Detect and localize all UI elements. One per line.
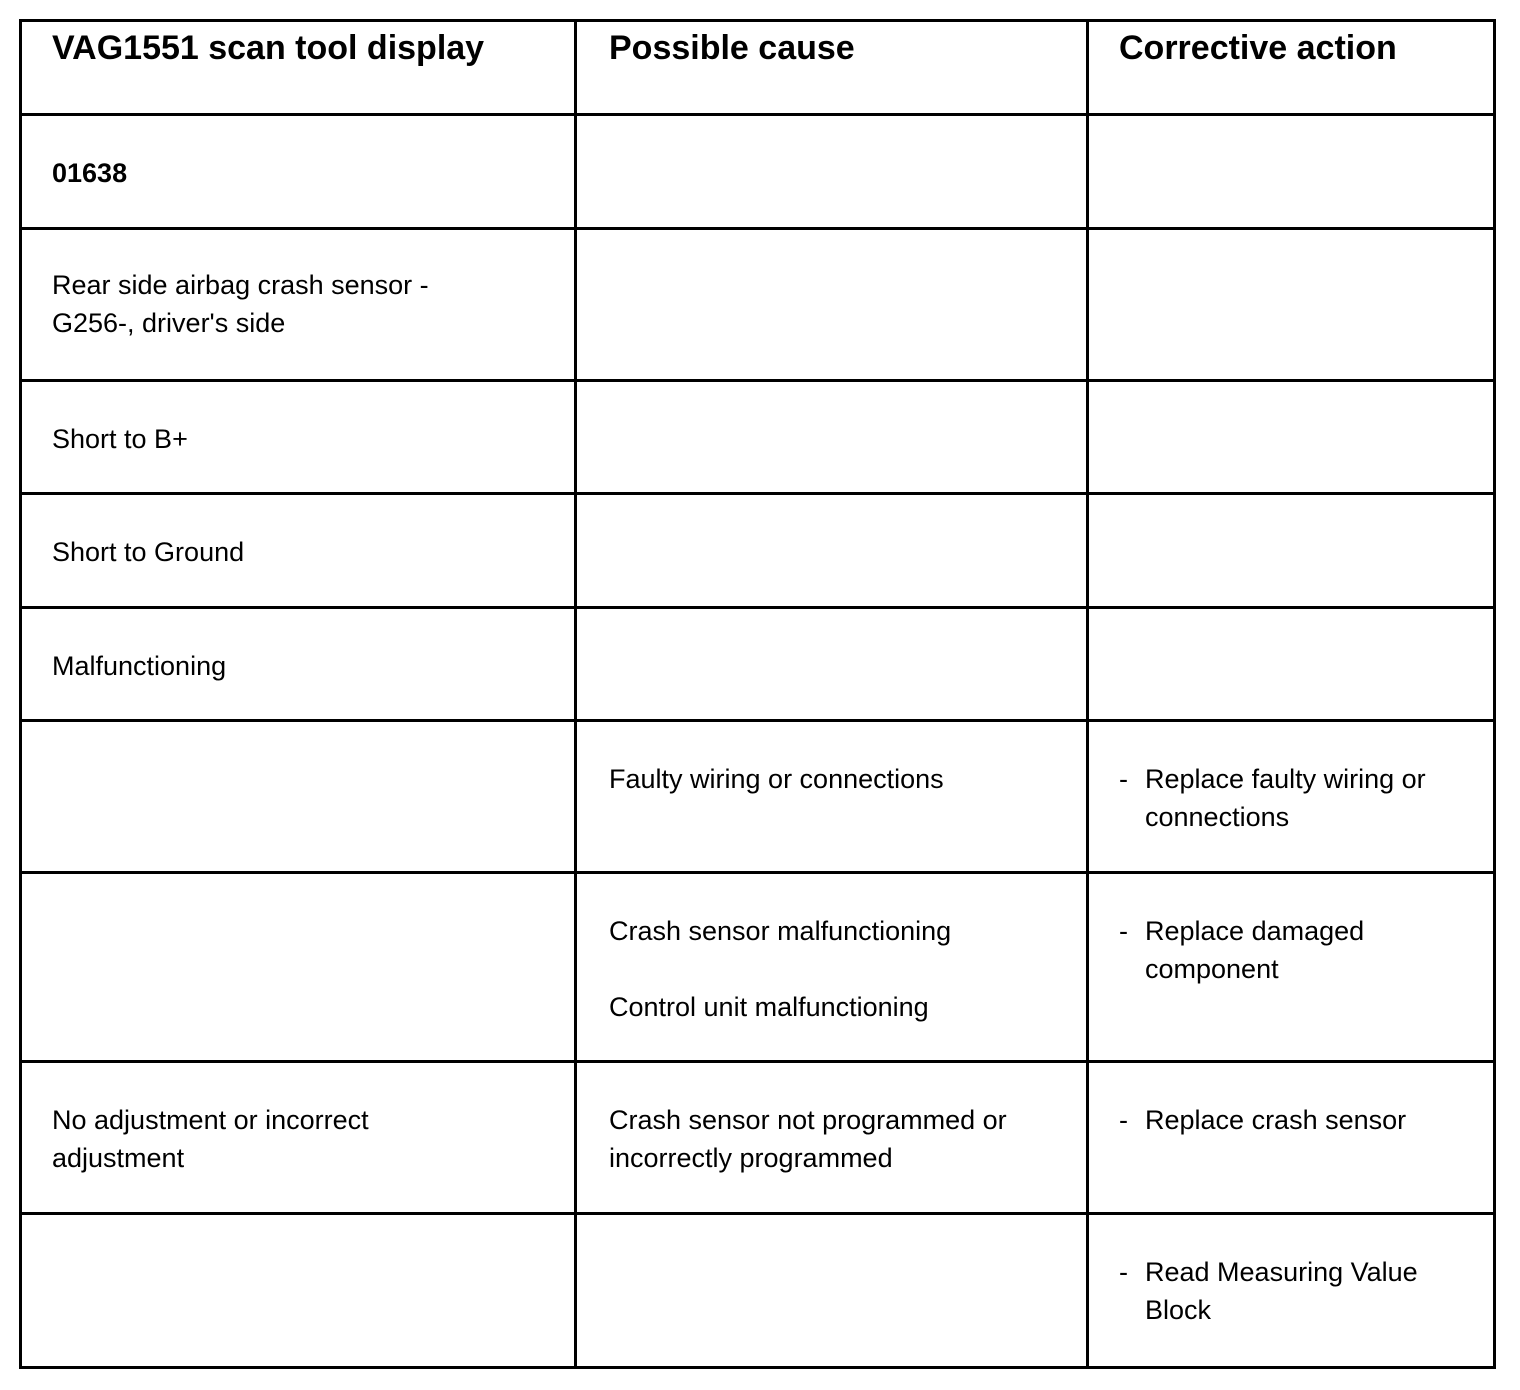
cause-cell	[577, 609, 1089, 722]
corrective-action: Replace faulty wiring or connections	[1145, 764, 1426, 832]
fault-type-cell	[22, 495, 577, 609]
cause-cell	[577, 382, 1089, 495]
header-corrective-action	[1089, 22, 1493, 116]
action-cell	[1089, 495, 1493, 609]
possible-cause: Faulty wiring or connections	[609, 764, 944, 794]
header-possible-cause	[577, 22, 1089, 116]
cause-cell	[577, 1215, 1089, 1366]
action-cell	[1089, 230, 1493, 382]
fault-type-cell	[22, 382, 577, 495]
corrective-action-item	[1119, 1253, 1493, 1329]
fault-type: Short to Ground	[52, 537, 245, 567]
corrective-action: Read Measuring Value Block	[1145, 1257, 1418, 1325]
action-cell	[1089, 874, 1493, 1063]
cause-cell	[577, 874, 1089, 1063]
cause-cell	[577, 230, 1089, 382]
bullet-dash: -	[1119, 764, 1128, 794]
corrective-action-item	[1119, 1101, 1493, 1139]
display-cell	[22, 722, 577, 874]
corrective-action: Replace crash sensor	[1145, 1105, 1407, 1135]
bullet-dash: -	[1119, 916, 1128, 946]
fault-type: Short to B+	[52, 424, 188, 454]
fault-type-cell	[22, 609, 577, 722]
corrective-action: Replace damaged component	[1145, 916, 1365, 984]
possible-cause: Crash sensor not programmed or incorrectly programmed	[609, 1105, 1007, 1173]
action-cell	[1089, 609, 1493, 722]
fault-type: No adjustment or incorrect adjustment	[52, 1105, 369, 1173]
corrective-action-item	[1119, 912, 1493, 988]
display-cell	[22, 874, 577, 1063]
sensor-description-cell	[22, 230, 577, 382]
fault-code-cell	[22, 116, 577, 230]
action-cell	[1089, 722, 1493, 874]
header-label: Corrective action	[1119, 29, 1397, 67]
possible-cause: Crash sensor malfunctioning	[609, 916, 952, 946]
action-cell	[1089, 382, 1493, 495]
corrective-action-item	[1119, 760, 1493, 836]
cause-cell	[577, 1063, 1089, 1215]
header-label: Possible cause	[609, 29, 855, 67]
cause-cell	[577, 722, 1089, 874]
diagnostic-table	[19, 19, 1496, 1369]
cause-cell	[577, 116, 1089, 230]
fault-type-cell	[22, 1063, 577, 1215]
possible-cause: Control unit malfunctioning	[609, 992, 929, 1022]
display-cell	[22, 1215, 577, 1366]
bullet-dash: -	[1119, 1257, 1128, 1287]
bullet-dash: -	[1119, 1105, 1128, 1135]
action-cell	[1089, 1063, 1493, 1215]
action-cell	[1089, 116, 1493, 230]
header-scan-tool-display	[22, 22, 577, 116]
cause-cell	[577, 495, 1089, 609]
sensor-description: Rear side airbag crash sensor - G256-, driver's side	[52, 270, 429, 338]
header-label: VAG1551 scan tool display	[52, 29, 485, 67]
action-cell	[1089, 1215, 1493, 1366]
fault-type: Malfunctioning	[52, 651, 227, 681]
fault-code: 01638	[52, 158, 128, 188]
